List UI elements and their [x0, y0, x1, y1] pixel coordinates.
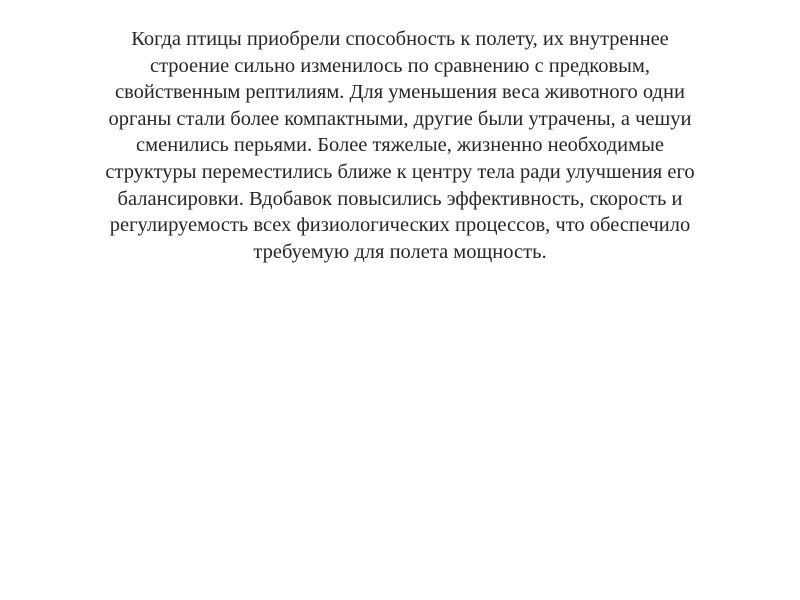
- paragraph-line: балансировки. Вдобавок повысились эффективность, скорость и: [117, 187, 683, 210]
- body-paragraph: [40, 26, 760, 265]
- paragraph-line: строение сильно изменилось по сравнению с предковым,: [149, 54, 651, 77]
- paragraph-line: свойственным рептилиям. Для уменьшения веса животного одни: [115, 81, 685, 104]
- paragraph-line: регулируемость всех физиологических процессов, что обеспечило: [109, 214, 691, 237]
- paragraph-line: требуемую для полета мощность.: [253, 240, 547, 263]
- paragraph-line: Когда птицы приобрели способность к полету, их внутреннее: [131, 28, 669, 50]
- paragraph-line: структуры переместились ближе к центру тела ради улучшения его: [105, 160, 695, 183]
- paragraph-line: сменились перьями. Более тяжелые, жизненно необходимые: [136, 134, 664, 157]
- paragraph-line: органы стали более компактными, другие были утрачены, а чешуи: [108, 107, 692, 130]
